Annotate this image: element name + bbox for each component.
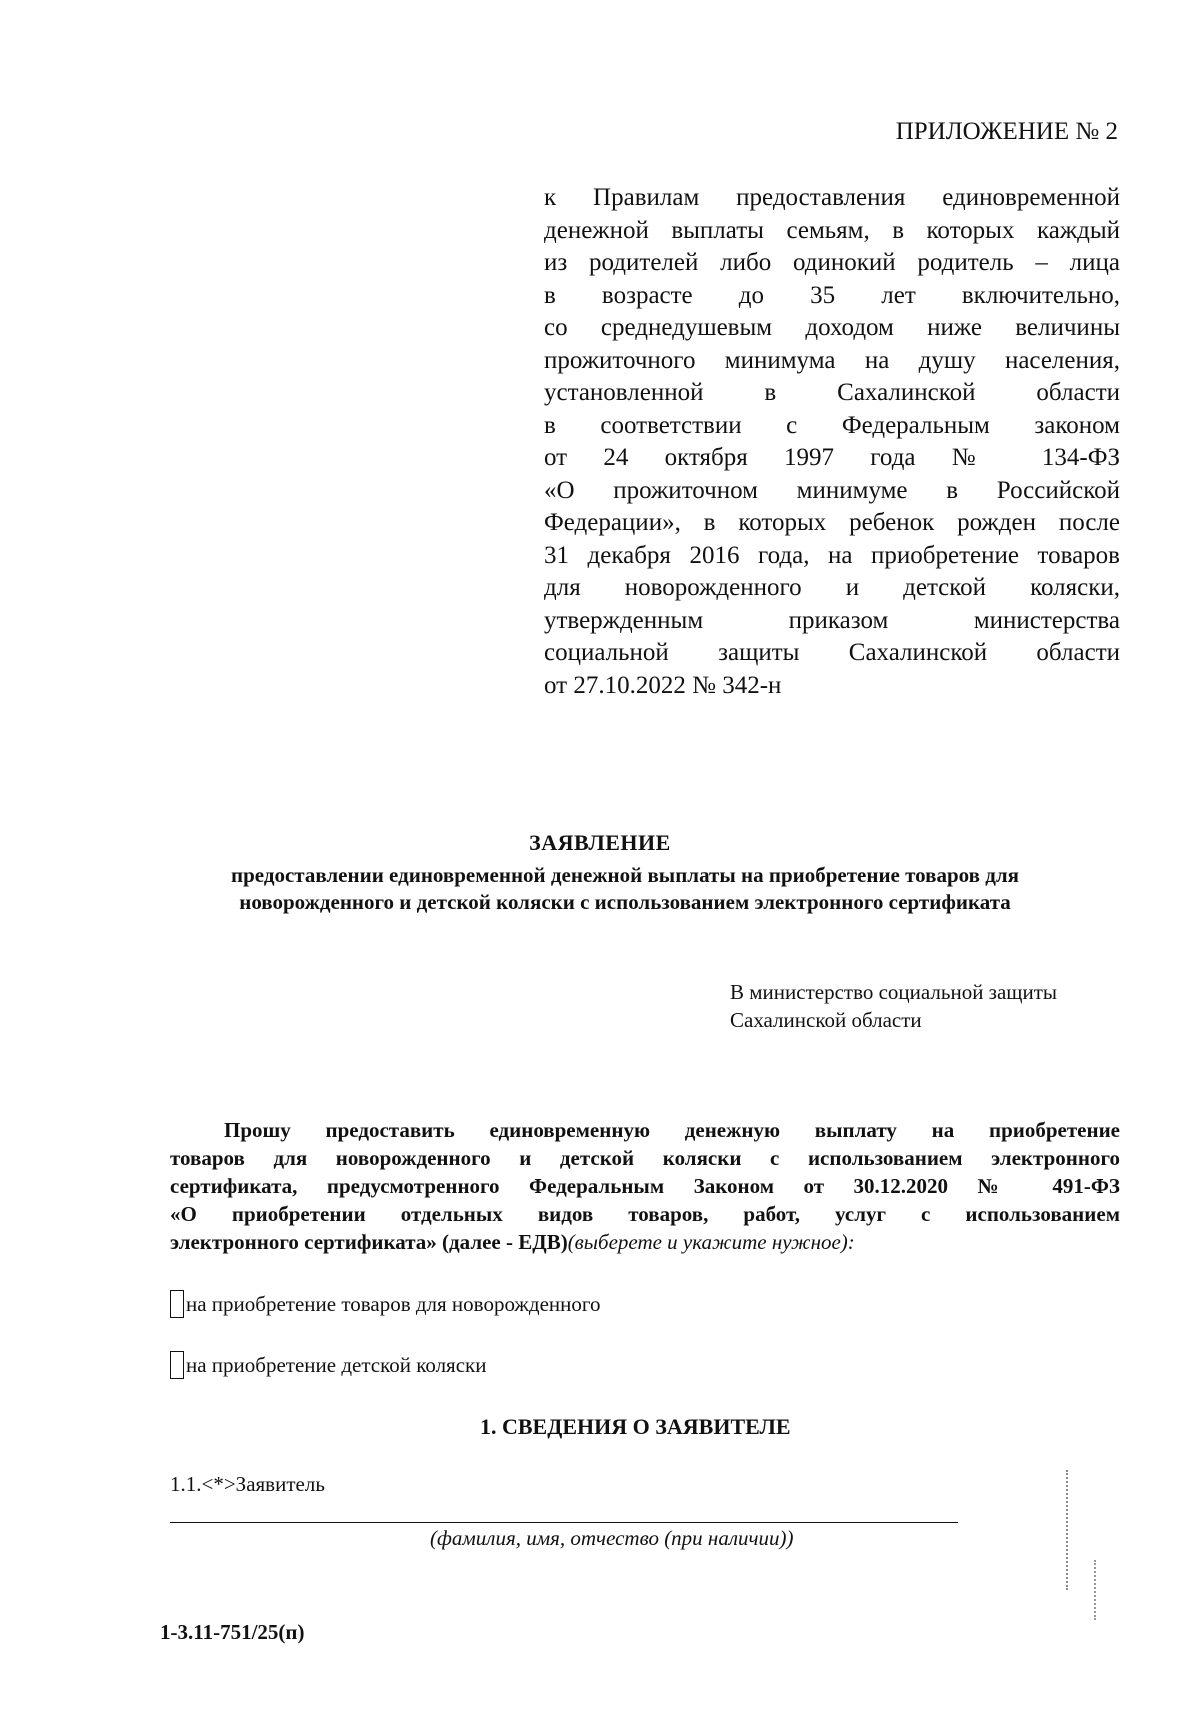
option-stroller[interactable] xyxy=(170,1351,486,1379)
request-last-line: электронного сертификата» (далее - ЕДВ) xyxy=(170,1230,568,1254)
appendix-line: прожиточного минимума на душу населения, xyxy=(544,346,1120,374)
statement-title: ЗАЯВЛЕНИЕ xyxy=(529,830,671,855)
request-line xyxy=(170,1228,1120,1256)
appendix-text xyxy=(544,182,1120,702)
appendix-line: 31 декабря 2016 года, на приобретение товаров xyxy=(544,541,1120,569)
request-paragraph xyxy=(170,1116,1120,1256)
recipient-block xyxy=(730,978,1170,1034)
request-line: сертификата, предусмотренного Федеральным Законом от 30.12.2020 № 491-ФЗ xyxy=(170,1174,1120,1198)
request-line: товаров для новорожденного и детской коляски с использованием электронного xyxy=(170,1146,1120,1170)
request-hint: (выберете и укажите нужное): xyxy=(567,1230,855,1254)
scan-artifact xyxy=(1066,1470,1072,1590)
option-label: на приобретение детской коляски xyxy=(186,1352,487,1377)
appendix-line: для новорожденного и детской коляски, xyxy=(544,574,1120,601)
subtitle-line: предоставлении единовременной денежной выплаты на приобретение товаров для xyxy=(231,863,1019,887)
section-heading: 1. СВЕДЕНИЯ О ЗАЯВИТЕЛЕ xyxy=(480,1414,791,1439)
scan-artifact xyxy=(1094,1560,1100,1620)
statement-subtitle xyxy=(150,862,1100,916)
newborn-goods-checkbox[interactable] xyxy=(170,1290,184,1318)
document-code: 1-3.11-751/25(п) xyxy=(160,1620,305,1644)
request-line: Прошу предоставить единовременную денежную выплату на приобретение xyxy=(224,1118,1120,1142)
option-newborn-goods[interactable] xyxy=(170,1290,601,1318)
subtitle-line: новорожденного и детской коляски с использованием электронного сертификата xyxy=(239,890,1011,914)
appendix-line: установленной в Сахалинской области xyxy=(544,379,1120,406)
appendix-line: в соответствии с Федеральным законом xyxy=(544,411,1120,439)
appendix-line: к Правилам предоставления единовременной xyxy=(544,184,1120,211)
appendix-line: утвержденным приказом министерства xyxy=(544,606,1120,634)
request-line: «О приобретении отдельных видов товаров, работ, услуг с использованием xyxy=(170,1202,1120,1226)
recipient-line: Сахалинской области xyxy=(730,1008,922,1032)
applicant-label: 1.1.<*>Заявитель xyxy=(170,1472,325,1496)
appendix-line: денежной выплаты семьям, в которых каждый xyxy=(544,216,1120,244)
appendix-line: из родителей либо одинокий родитель – лица xyxy=(544,249,1120,276)
appendix-line: в возрасте до 35 лет включительно, xyxy=(544,281,1120,309)
appendix-line: от 27.10.2022 № 342-н xyxy=(544,671,782,699)
recipient-line: В министерство социальной защиты xyxy=(730,980,1057,1004)
appendix-line: со среднедушевым доходом ниже величины xyxy=(544,314,1120,341)
appendix-line: «О прожиточном минимуме в Российской xyxy=(544,476,1120,504)
appendix-line: Федерации», в которых ребенок рожден после xyxy=(544,509,1120,536)
appendix-title: ПРИЛОЖЕНИЕ № 2 xyxy=(895,118,1118,145)
name-caption: (фамилия, имя, отчество (при наличии)) xyxy=(430,1526,794,1550)
option-label: на приобретение товаров для новорожденного xyxy=(186,1291,601,1316)
appendix-line: социальной защиты Сахалинской области xyxy=(544,639,1120,666)
appendix-line: от 24 октября 1997 года № 134-ФЗ xyxy=(544,444,1120,471)
stroller-checkbox[interactable] xyxy=(170,1351,184,1379)
applicant-name-field[interactable] xyxy=(170,1522,958,1523)
